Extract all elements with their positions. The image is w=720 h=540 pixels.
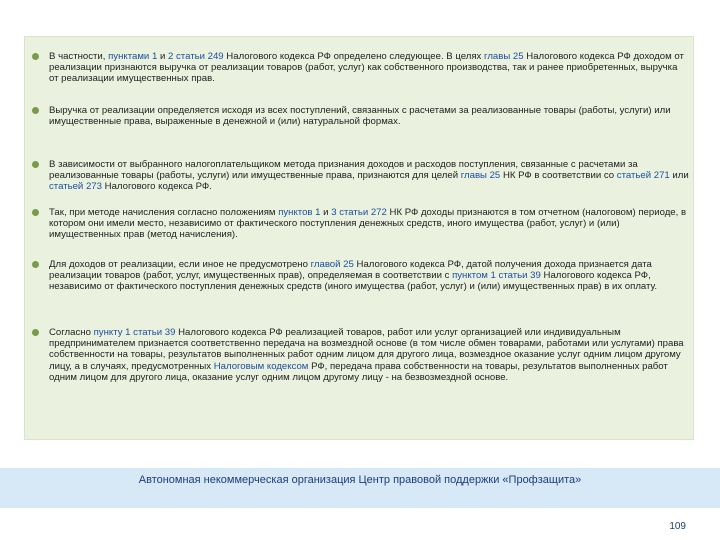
paragraph-text: Согласно	[49, 327, 94, 338]
paragraph-text: и	[157, 51, 168, 62]
law-reference-link[interactable]: статьей 271	[616, 170, 670, 182]
paragraph-text: В частности,	[49, 51, 109, 62]
law-reference-link[interactable]: пунктом 1 статьи 39	[452, 270, 541, 282]
law-reference-link[interactable]: 3 статьи 272	[331, 207, 387, 218]
law-reference-link[interactable]: главой 25	[310, 259, 354, 270]
paragraph-1	[49, 51, 689, 85]
paragraph-4	[49, 207, 689, 241]
paragraph-text: В зависимости от выбранного налогоплательщиком метода признания доходов и расходов поступления, связанные с расчетами за реализованные товары (работы, услуги) или имущественные права, признаются для целей	[49, 159, 638, 182]
bullet-icon	[32, 261, 39, 268]
paragraph-text: Налогового кодекса РФ.	[101, 181, 212, 193]
law-reference-link[interactable]: 2 статьи 249	[168, 51, 224, 62]
bullet-icon	[32, 329, 39, 336]
paragraph-text: РФ, передача права собственности на товары, результатов выполненных работ одним лицом для другого лица, оказание услуг одним лицом другому лицу - на безвозмездной основе.	[49, 360, 668, 383]
law-reference-link[interactable]: пунктов 1	[278, 207, 321, 218]
paragraph-2	[49, 105, 689, 127]
paragraph-text: Налогового кодекса РФ, датой получения дохода признается дата реализации товаров (работ, услуг, имущественных прав), определяемая в соответствии с	[49, 259, 652, 282]
law-reference-link[interactable]: пункту 1 статьи 39	[93, 327, 176, 338]
paragraph-text: Налогового кодекса РФ реализацией товаров, работ или услуг организацией или индивидуальным предпринимателем признается соответственно передача на возмездной основе (в том числе обмен товарами, работами или услугами) права собственности на товары, результатов выполненных работ одним лицом для другого лица, возмездное оказание услуг одним лицом другому лицу, а в случаях, предусмотренных	[49, 327, 684, 372]
law-reference-link[interactable]: статьей 273	[49, 181, 102, 193]
paragraph-text: Так, при методе начисления согласно положениям	[49, 207, 279, 218]
page-number: 109	[669, 521, 686, 532]
paragraph-text: Налогового кодекса РФ, независимо от фактического поступления денежных средств (иного имущества (работ, услуг) и (или) имущественных прав) в их оплату.	[49, 270, 658, 293]
paragraph-3	[49, 159, 689, 193]
law-reference-link[interactable]: Налоговым кодексом	[213, 360, 309, 372]
content-panel	[24, 36, 694, 440]
paragraph-text: или	[669, 170, 689, 182]
law-reference-link[interactable]: главы 25	[484, 51, 524, 62]
law-reference-link[interactable]: пунктами 1	[108, 51, 158, 62]
bullet-icon	[32, 161, 39, 168]
bullet-icon	[32, 107, 39, 114]
paragraph-6	[49, 327, 689, 383]
paragraph-text: и	[320, 207, 332, 218]
paragraph-text: Налогового кодекса РФ доходом от реализации признаются выручка от реализации товаров (работ, услуг) как собственного производства, так и ранее приобретенных, выручка от реализации имущественных прав.	[49, 51, 684, 85]
footer-text: Автономная некоммерческая организация Центр правовой поддержки «Профзащита»	[138, 474, 582, 486]
paragraph-text: Для доходов от реализации, если иное не предусмотрено	[49, 259, 311, 270]
paragraph-text: Налогового кодекса РФ определено следующее. В целях	[223, 51, 485, 62]
paragraph-text: НК РФ доходы признаются в том отчетном (налоговом) периоде, в котором они имели место, независимо от фактического поступления денежных средств, иного имущества (работ, услуг) и (или) имущественных прав (метод начисления).	[49, 207, 687, 241]
law-reference-link[interactable]: главы 25	[460, 170, 501, 182]
paragraph-5	[49, 259, 689, 293]
paragraph-text: НК РФ в соответствии со	[500, 170, 617, 182]
paragraph-text: Выручка от реализации определяется исходя из всех поступлений, связанных с расчетами за реализованные товары (работы, услуги) или имущественные права, выраженные в денежной и (или) натуральной формах.	[49, 105, 671, 128]
bullet-icon	[32, 53, 39, 60]
bullet-icon	[32, 209, 39, 216]
